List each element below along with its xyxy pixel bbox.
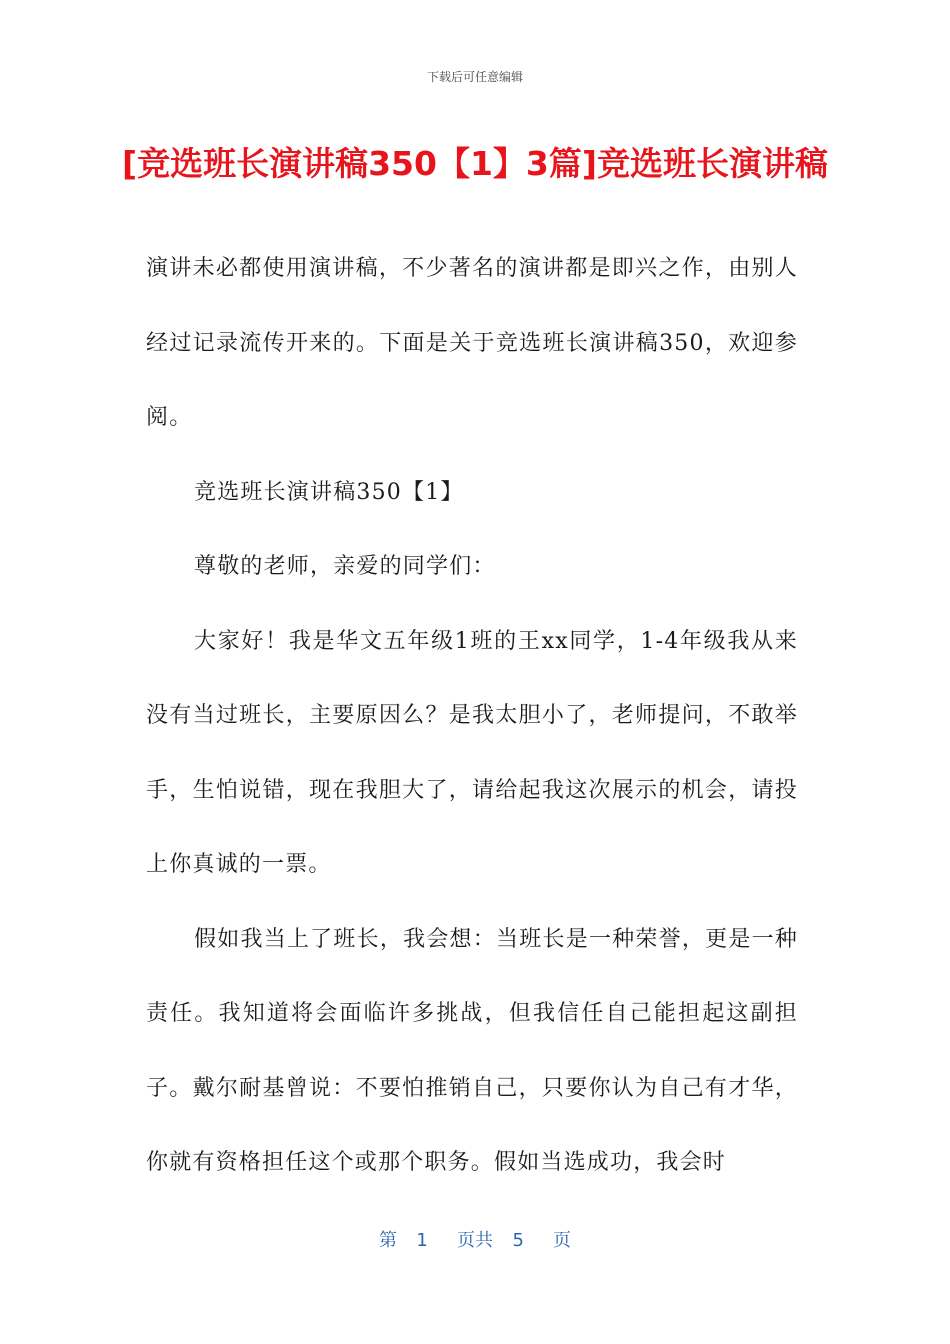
paragraph-intro: 演讲未必都使用演讲稿，不少著名的演讲都是即兴之作，由别人经过记录流传开来的。下面是关于竞选班长演讲稿350，欢迎参阅。 [146,256,798,430]
page-number-label: 第 1 页共 5 页 [378,1230,572,1251]
paragraph-section-heading: 竞选班长演讲稿350【1】 [194,479,464,505]
header-note: 下载后可任意编辑 [426,70,523,84]
paragraph-responsibility: 假如我当上了班长，我会想：当班长是一种荣誉，更是一种责任。我知道将会面临许多挑战，但我信任自己能担起这副担子。戴尔耐基曾说：不要怕推销自己，只要你认为自己有才华，你就有资格担任这个或那个职务。假如当选成功，我会时 [146,926,798,1175]
paragraph-salutation: 尊敬的老师，亲爱的同学们： [194,554,496,579]
page-footer [0,1226,950,1252]
paragraph-greeting: 大家好！我是华文五年级1班的王xx同学，1-4年级我从来没有当过班长，主要原因么？是我太胆小了，老师提问，不敢举手，生怕说错，现在我胆大了，请给起我这次展示的机会，请投上你真诚的一票。 [146,628,798,877]
document-body [146,232,798,1201]
document-title: [竞选班长演讲稿350【1】3篇]竞选班长演讲稿 [122,144,828,183]
